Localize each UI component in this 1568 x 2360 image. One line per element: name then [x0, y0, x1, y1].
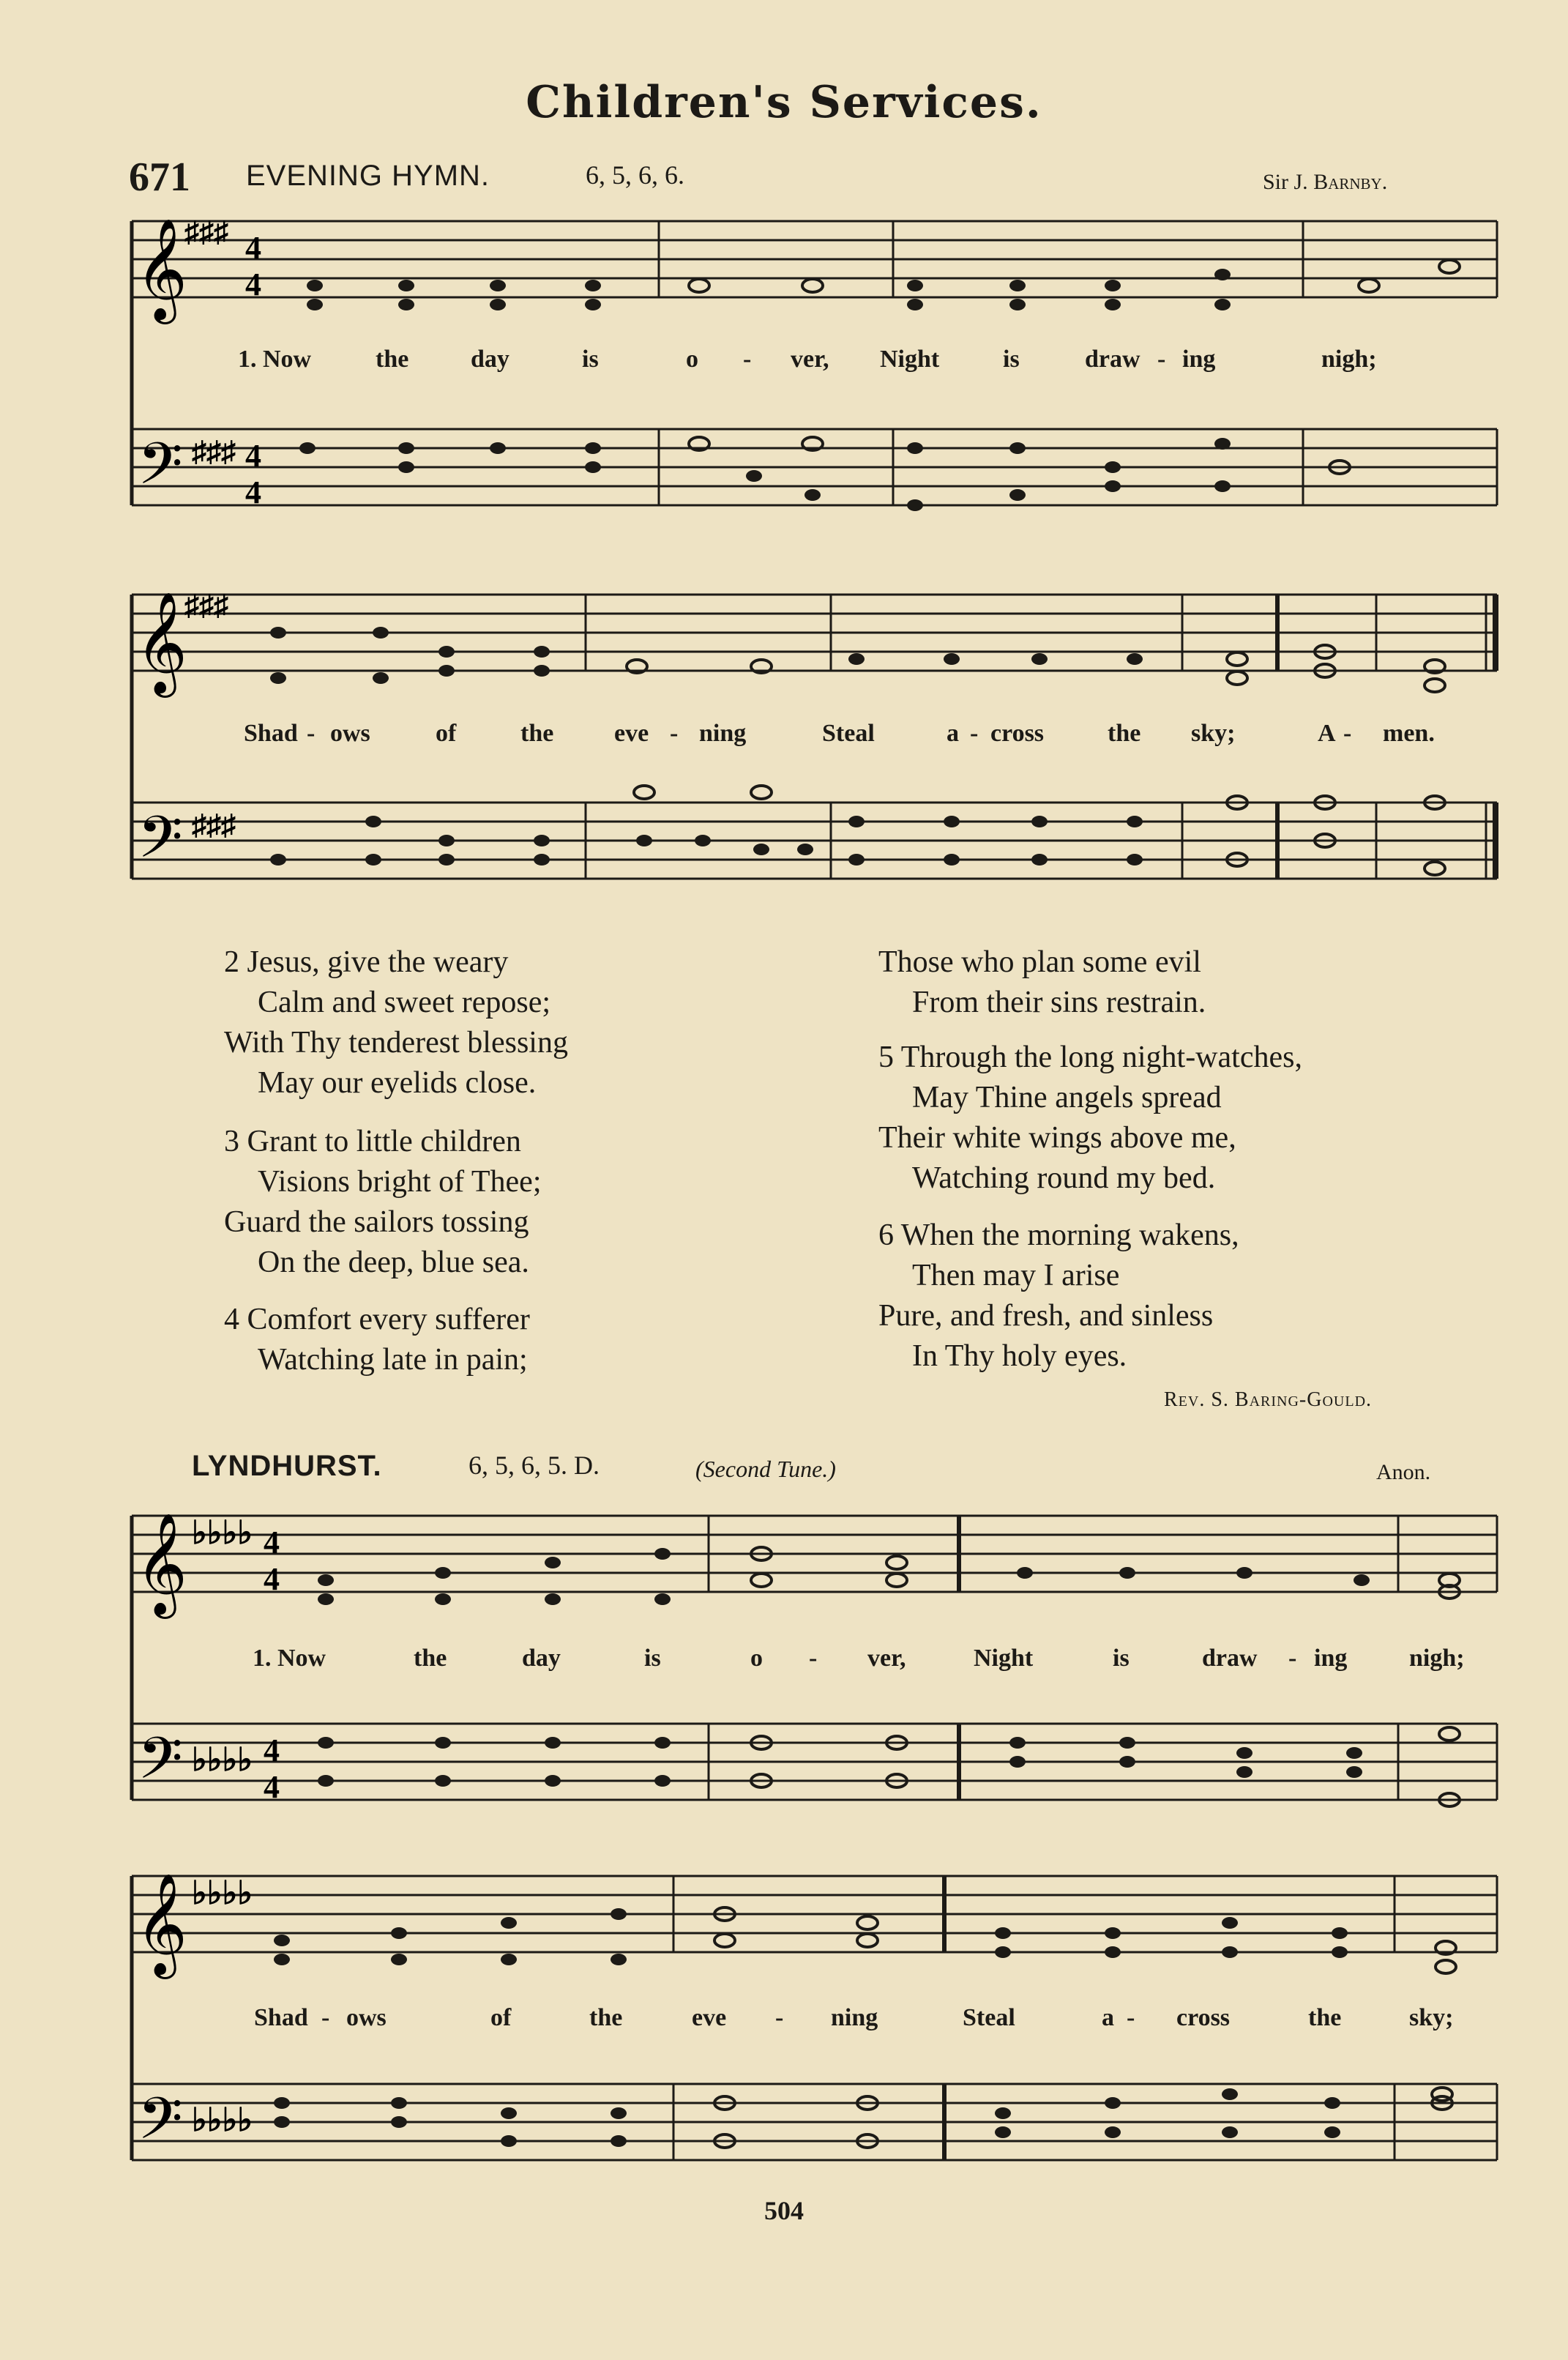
lyric-word: a	[947, 720, 959, 747]
lyric-word: ver,	[867, 1645, 906, 1672]
lyric-word: Steal	[963, 2004, 1015, 2031]
lyric-word: eve	[692, 2004, 727, 2031]
lyric-word: cross	[1176, 2004, 1231, 2031]
lyric-word: ning	[831, 2004, 878, 2031]
time-sig-bottom-bass: 4	[264, 1769, 280, 1805]
lyric-word: of	[490, 2004, 512, 2031]
lyric-hyphen: -	[809, 1645, 818, 1672]
section-title: Children's Services.	[526, 77, 1042, 128]
verse-line: On the deep, blue sea.	[258, 1246, 529, 1279]
meter-evening-hymn: 6, 5, 6, 6.	[586, 160, 684, 190]
verse-line: From their sins restrain.	[912, 986, 1206, 1019]
verse-line: Visions bright of Thee;	[258, 1165, 542, 1199]
lyric-word: 1. Now	[253, 1645, 326, 1672]
lyric-word: draw	[1085, 346, 1140, 373]
lyric-word: ows	[346, 2004, 387, 2031]
meter-lyndhurst: 6, 5, 6, 5. D.	[468, 1451, 600, 1480]
lyric-hyphen: -	[775, 2004, 784, 2031]
bass-clef-icon: 𝄢	[138, 2085, 183, 2167]
lyric-word: sky;	[1191, 720, 1236, 747]
lyric-word: of	[436, 720, 457, 747]
lyric-word: cross	[990, 720, 1045, 747]
lyric-word: men.	[1383, 720, 1435, 747]
lyric-word: A	[1318, 720, 1336, 747]
lyric-word: is	[1003, 346, 1020, 373]
lyric-word: nigh;	[1321, 346, 1377, 373]
lyric-hyphen: -	[670, 720, 679, 747]
verse-line: Those who plan some evil	[878, 945, 1201, 979]
bass-clef-icon: 𝄢	[138, 1724, 183, 1806]
lyric-word: day	[471, 346, 509, 373]
lyric-word: ing	[1314, 1645, 1348, 1672]
verse-line: In Thy holy eyes.	[912, 1339, 1127, 1373]
verse-line: With Thy tenderest blessing	[224, 1026, 568, 1060]
composer-barnby	[1263, 170, 1387, 195]
time-sig-top: 4	[264, 1525, 280, 1560]
lyric-word: the	[520, 720, 554, 747]
verse-line: Watching late in pain;	[258, 1343, 528, 1377]
verse-line: 5 Through the long night-watches,	[878, 1041, 1302, 1074]
lyrics-row-3	[253, 1645, 1497, 1677]
lyric-word: o	[750, 1645, 763, 1672]
flats-bass: ♭♭♭♭	[192, 1742, 253, 1778]
lyric-word: the	[589, 2004, 623, 2031]
bass-clef-icon: 𝄢	[138, 430, 183, 512]
flats-treble: ♭♭♭♭	[192, 1875, 253, 1911]
verse-line: Then may I arise	[912, 1259, 1120, 1292]
lyric-word: the	[376, 346, 409, 373]
sharps-treble: ♯♯♯	[184, 215, 228, 248]
time-sig-bottom: 4	[264, 1561, 280, 1597]
lyric-word: nigh;	[1409, 1645, 1465, 1672]
treble-clef-icon: 𝄞	[135, 1873, 187, 1975]
sharps-treble: ♯♯♯	[184, 589, 228, 622]
lyric-word: day	[522, 1645, 561, 1672]
time-sig-top: 4	[245, 230, 261, 266]
tune-name-lyndhurst: LYNDHURST.	[192, 1450, 382, 1482]
flats-bass: ♭♭♭♭	[192, 2102, 253, 2138]
second-tune-label: (Second Tune.)	[695, 1456, 836, 1482]
lyrics-row-2	[244, 720, 1488, 752]
lyric-word: ver,	[791, 346, 829, 373]
composer-anon: Anon.	[1376, 1460, 1431, 1484]
lyric-hyphen: -	[1157, 346, 1166, 373]
lyric-word: sky;	[1409, 2004, 1454, 2031]
lyric-word: ing	[1182, 346, 1216, 373]
hymn-number: 671	[129, 155, 190, 200]
lyric-word: ows	[330, 720, 370, 747]
lyric-word: ning	[699, 720, 747, 747]
verse-line: Guard the sailors tossing	[224, 1205, 529, 1239]
lyric-word: is	[1113, 1645, 1130, 1672]
sharps-bass: ♯♯♯	[192, 808, 236, 841]
lyric-word: Night	[974, 1645, 1034, 1672]
lyric-hyphen: -	[321, 2004, 330, 2031]
lyric-word: the	[414, 1645, 447, 1672]
lyric-word: o	[686, 346, 698, 373]
lyric-word: 1. Now	[238, 346, 312, 373]
verse-line: Their white wings above me,	[878, 1121, 1236, 1155]
verse-line: Watching round my bed.	[912, 1161, 1216, 1195]
lyric-word: is	[582, 346, 599, 373]
tune-name-evening-hymn: EVENING HYMN.	[246, 160, 490, 192]
composer-prefix: Sir J.	[1263, 170, 1308, 194]
verse-line: 6 When the morning wakens,	[878, 1218, 1239, 1252]
treble-clef-icon: 𝄞	[135, 592, 187, 693]
verse-line: 4 Comfort every sufferer	[224, 1303, 530, 1336]
lyric-hyphen: -	[1288, 1645, 1297, 1672]
lyric-hyphen: -	[1127, 2004, 1135, 2031]
time-sig-top-bass: 4	[264, 1732, 280, 1768]
lyric-word: Shad	[244, 720, 298, 747]
lyric-hyphen: -	[307, 720, 316, 747]
lyric-hyphen: -	[743, 346, 752, 373]
verse-line: May Thine angels spread	[912, 1081, 1222, 1114]
verse-line: Pure, and fresh, and sinless	[878, 1299, 1214, 1333]
lyrics-row-1	[238, 346, 1497, 378]
verse-line: Calm and sweet repose;	[258, 986, 551, 1019]
notes-system-3	[318, 1547, 1460, 1806]
page-number: 504	[764, 2196, 804, 2225]
lyrics-row-4	[254, 2004, 1498, 2036]
verse-line: 3 Grant to little children	[224, 1125, 521, 1158]
lyric-hyphen: -	[970, 720, 979, 747]
treble-clef-icon: 𝄞	[135, 1513, 187, 1615]
time-sig-bottom-bass: 4	[245, 474, 261, 510]
lyric-hyphen: -	[1343, 720, 1352, 747]
hymn-author: Rev. S. Baring-Gould.	[1164, 1388, 1373, 1411]
time-sig-bottom: 4	[245, 267, 261, 302]
lyric-word: eve	[614, 720, 649, 747]
lyric-word: draw	[1202, 1645, 1258, 1672]
composer-name: Barnby.	[1313, 170, 1388, 194]
flats-treble: ♭♭♭♭	[192, 1515, 253, 1551]
lyric-word: Steal	[822, 720, 875, 747]
verse-line: 2 Jesus, give the weary	[224, 945, 509, 979]
sharps-bass: ♯♯♯	[192, 435, 236, 468]
lyric-word: the	[1308, 2004, 1342, 2031]
bass-clef-icon: 𝄢	[138, 803, 183, 885]
lyric-word: Shad	[254, 2004, 308, 2031]
lyric-word: is	[644, 1645, 661, 1672]
lyric-word: Night	[880, 346, 940, 373]
time-sig-top-bass: 4	[245, 438, 261, 474]
lyric-word: a	[1102, 2004, 1114, 2031]
lyric-word: the	[1108, 720, 1141, 747]
treble-clef-icon: 𝄞	[135, 218, 187, 320]
verse-line: May our eyelids close.	[258, 1066, 537, 1100]
